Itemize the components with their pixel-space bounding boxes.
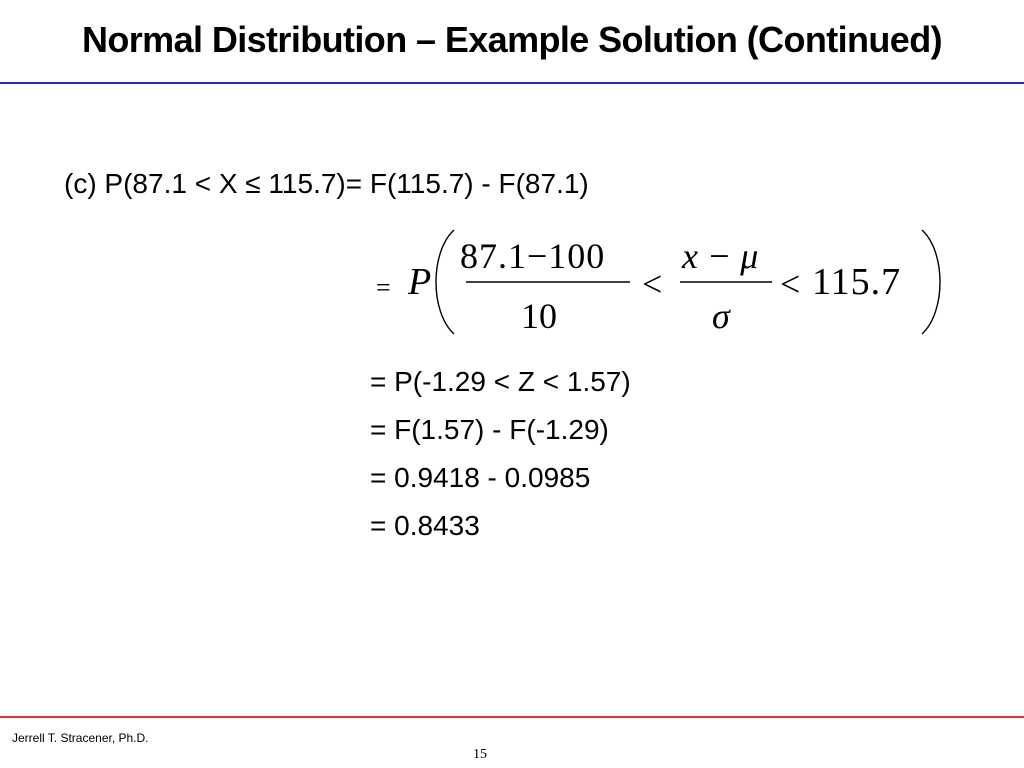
denominator-left: 10 [521,296,557,336]
numerator-right: x − μ [682,236,759,276]
formula-upper: 115.7 [812,261,902,303]
step-1: = P(-1.29 < Z < 1.57) [370,366,631,397]
formula-equals: = [376,273,391,302]
left-paren [436,230,454,334]
step-2: = F(1.57) - F(-1.29) [370,414,609,445]
slide-title: Normal Distribution – Example Solution (Continued) [81,19,943,60]
footer-author: Jerrell T. Stracener, Ph.D. [12,731,149,745]
formula-lt-2: < [780,264,801,304]
page-number: 15 [473,747,487,762]
formula-lt-1: < [642,264,663,304]
standardization-formula [368,222,948,342]
right-paren [922,230,940,334]
denominator-right: σ [712,296,730,336]
formula-graphic [368,222,948,342]
formula-p: P [408,261,432,303]
footer-divider [0,716,1024,718]
title-divider [0,82,1024,84]
step-3: = 0.9418 - 0.0985 [370,462,591,493]
part-c-statement: (c) P(87.1 < X ≤ 115.7)= F(115.7) - F(87.1) [64,168,589,199]
step-4: = 0.8433 [370,510,480,541]
numerator-left: 87.1−100 [460,236,606,276]
